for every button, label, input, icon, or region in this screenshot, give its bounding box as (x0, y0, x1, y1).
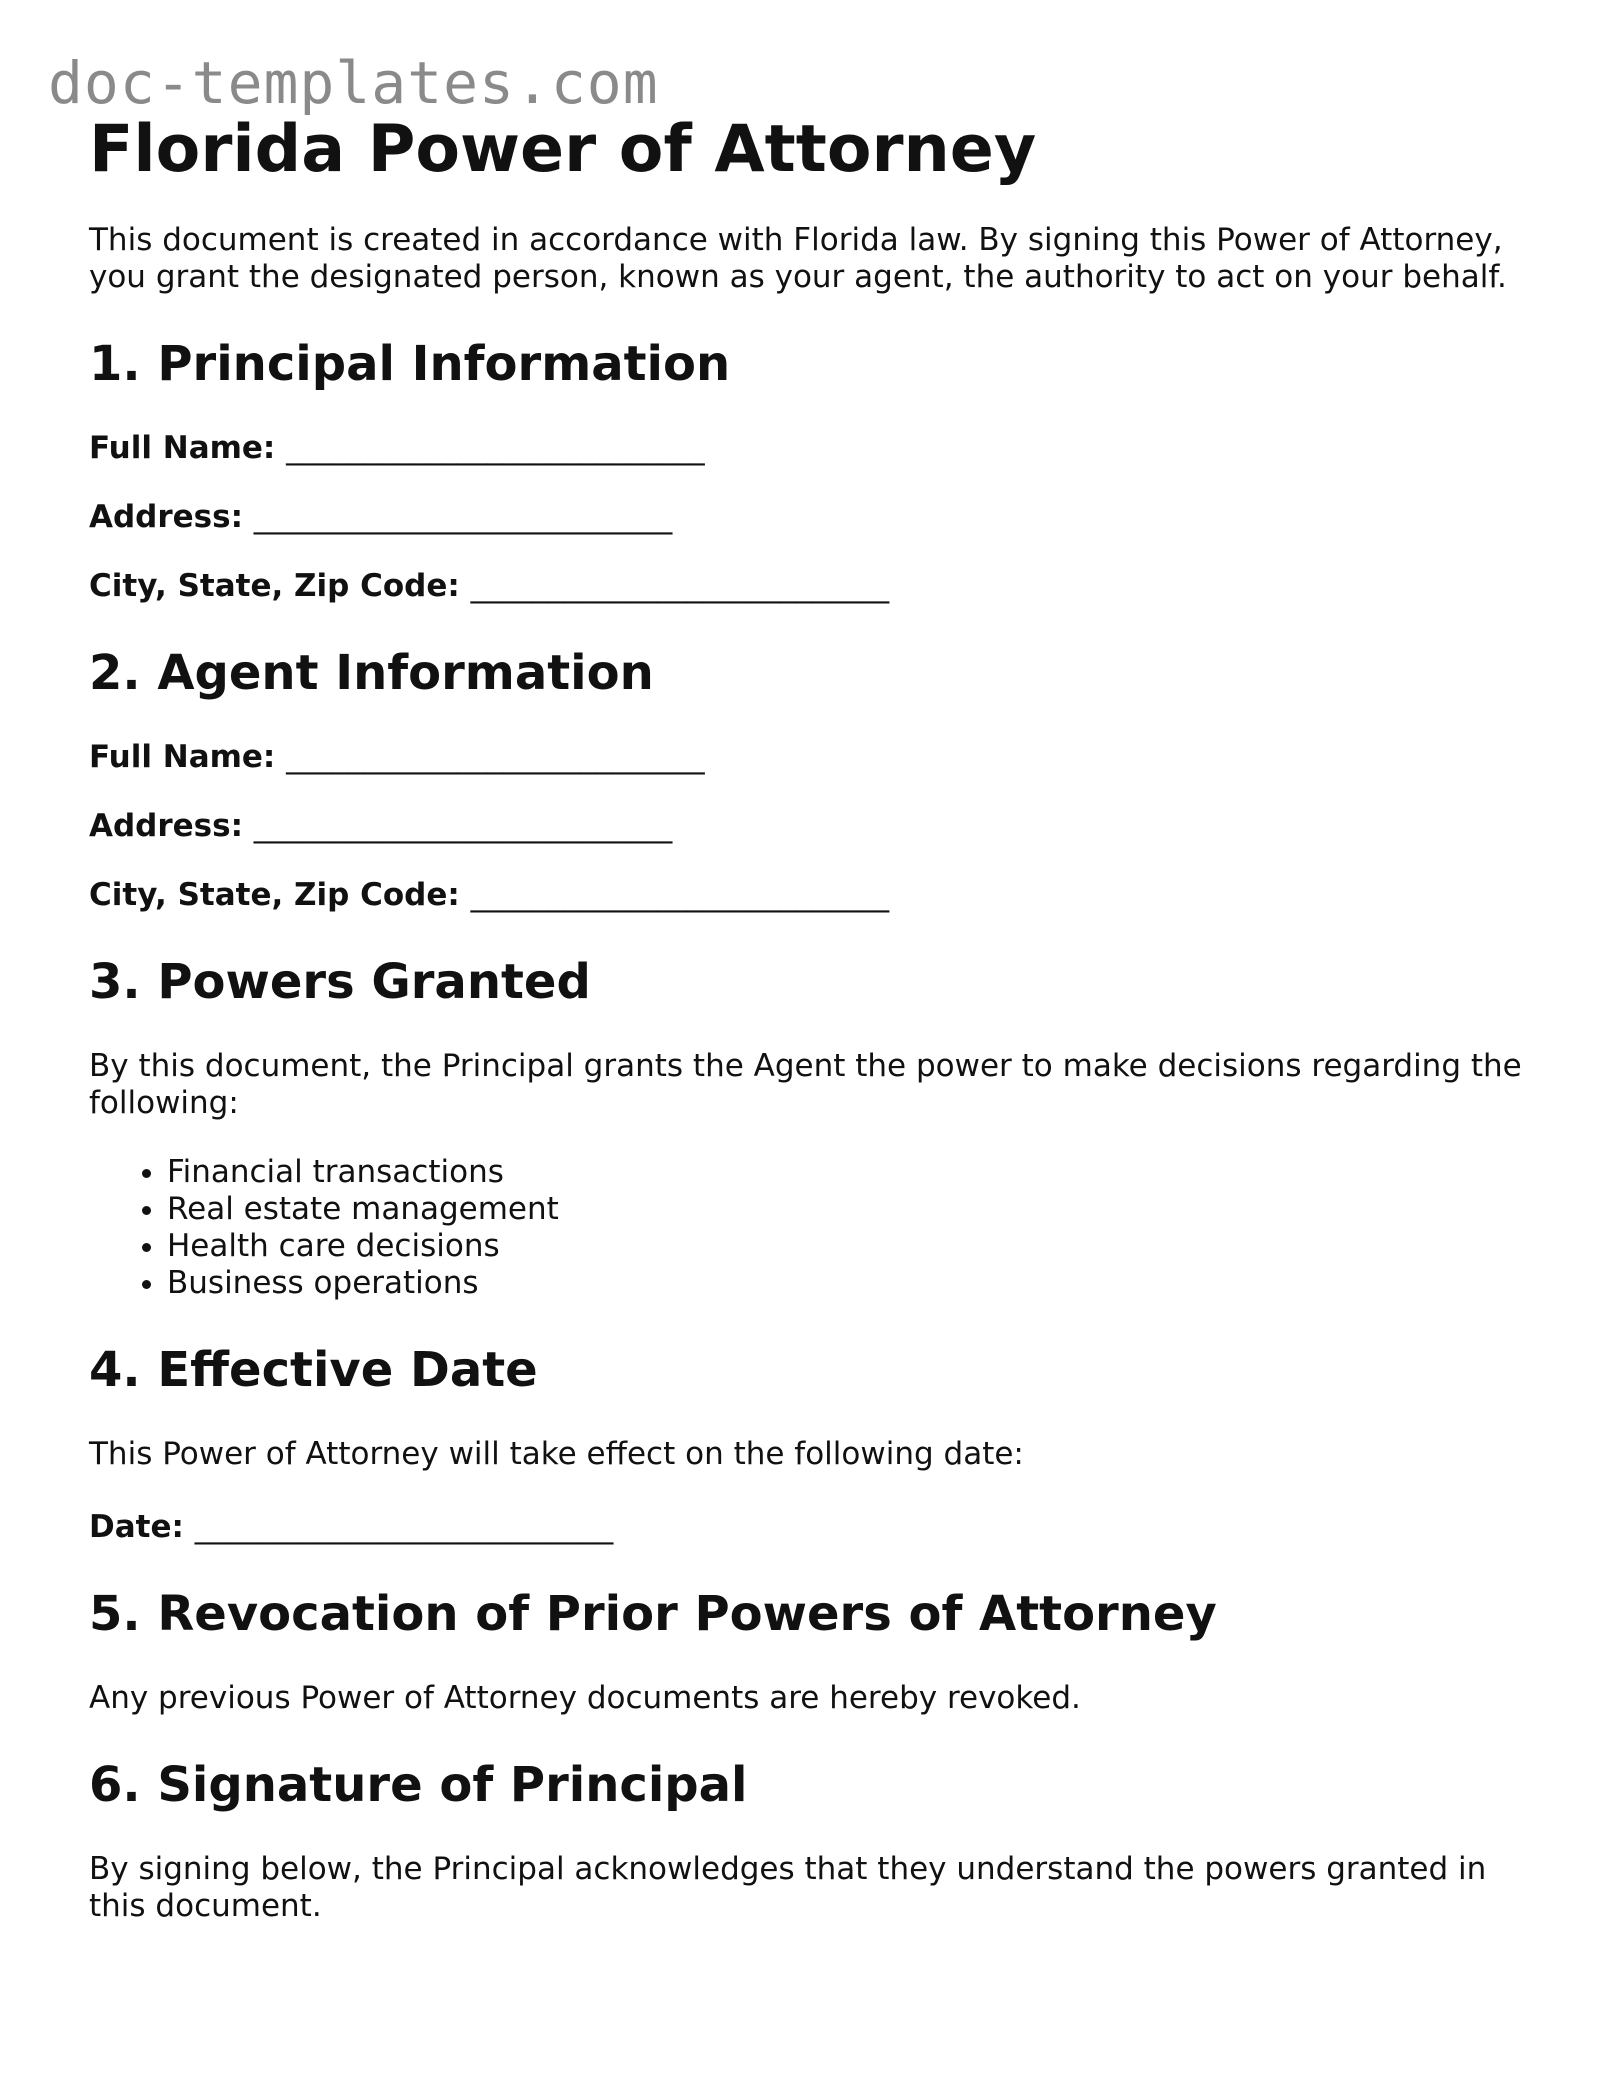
principal-city-state-zip-field[interactable] (89, 568, 1529, 605)
agent-address-field[interactable] (89, 808, 1529, 845)
field-label: City, State, Zip Code: (89, 568, 460, 604)
powers-paragraph: By this document, the Principal grants the Agent the power to make decisions regarding the following: (89, 1048, 1522, 1121)
blank-line[interactable]: ___________________________ (253, 808, 673, 844)
effective-date-paragraph: This Power of Attorney will take effect on the following date: (89, 1436, 1024, 1472)
section-heading-signature: 6. Signature of Principal (89, 1757, 748, 1813)
powers-list (89, 1154, 1529, 1302)
blank-line[interactable]: ___________________________ (286, 430, 705, 466)
blank-line[interactable]: ___________________________ (470, 568, 890, 604)
blank-line[interactable]: ___________________________ (194, 1509, 614, 1545)
agent-city-state-zip-field[interactable] (89, 877, 1529, 914)
revocation-paragraph: Any previous Power of Attorney documents are hereby revoked. (89, 1680, 1081, 1716)
field-label: Address: (89, 499, 243, 535)
blank-line[interactable]: ___________________________ (253, 499, 673, 535)
document-page (89, 110, 1529, 1925)
blank-line[interactable]: ___________________________ (470, 877, 890, 913)
section-heading-powers: 3. Powers Granted (89, 954, 591, 1010)
principal-full-name-field[interactable] (89, 430, 1529, 467)
field-label: Address: (89, 808, 243, 844)
section-heading-effective-date: 4. Effective Date (89, 1342, 538, 1398)
watermark: doc-templates.com (48, 49, 659, 117)
document-title: Florida Power of Attorney (89, 112, 1037, 187)
signature-paragraph: By signing below, the Principal acknowledges that they understand the powers granted in this document. (89, 1851, 1487, 1924)
intro-paragraph: This document is created in accordance with Florida law. By signing this Power of Attorney, you grant the designated person, known as your agent, the authority to act on your behalf. (89, 222, 1507, 295)
list-item: • Business operations (167, 1265, 1529, 1302)
field-label: Date: (89, 1509, 184, 1545)
field-label: Full Name: (89, 430, 276, 466)
list-item: • Health care decisions (167, 1228, 1529, 1265)
agent-full-name-field[interactable] (89, 739, 1529, 776)
section-heading-revocation: 5. Revocation of Prior Powers of Attorney (89, 1586, 1217, 1642)
effective-date-field[interactable] (89, 1509, 1529, 1546)
field-label: Full Name: (89, 739, 276, 775)
field-label: City, State, Zip Code: (89, 877, 460, 913)
section-heading-principal: 1. Principal Information (89, 336, 731, 392)
section-heading-agent: 2. Agent Information (89, 645, 654, 701)
list-item: • Financial transactions (167, 1154, 1529, 1191)
list-item: • Real estate management (167, 1191, 1529, 1228)
blank-line[interactable]: ___________________________ (286, 739, 705, 775)
principal-address-field[interactable] (89, 499, 1529, 536)
